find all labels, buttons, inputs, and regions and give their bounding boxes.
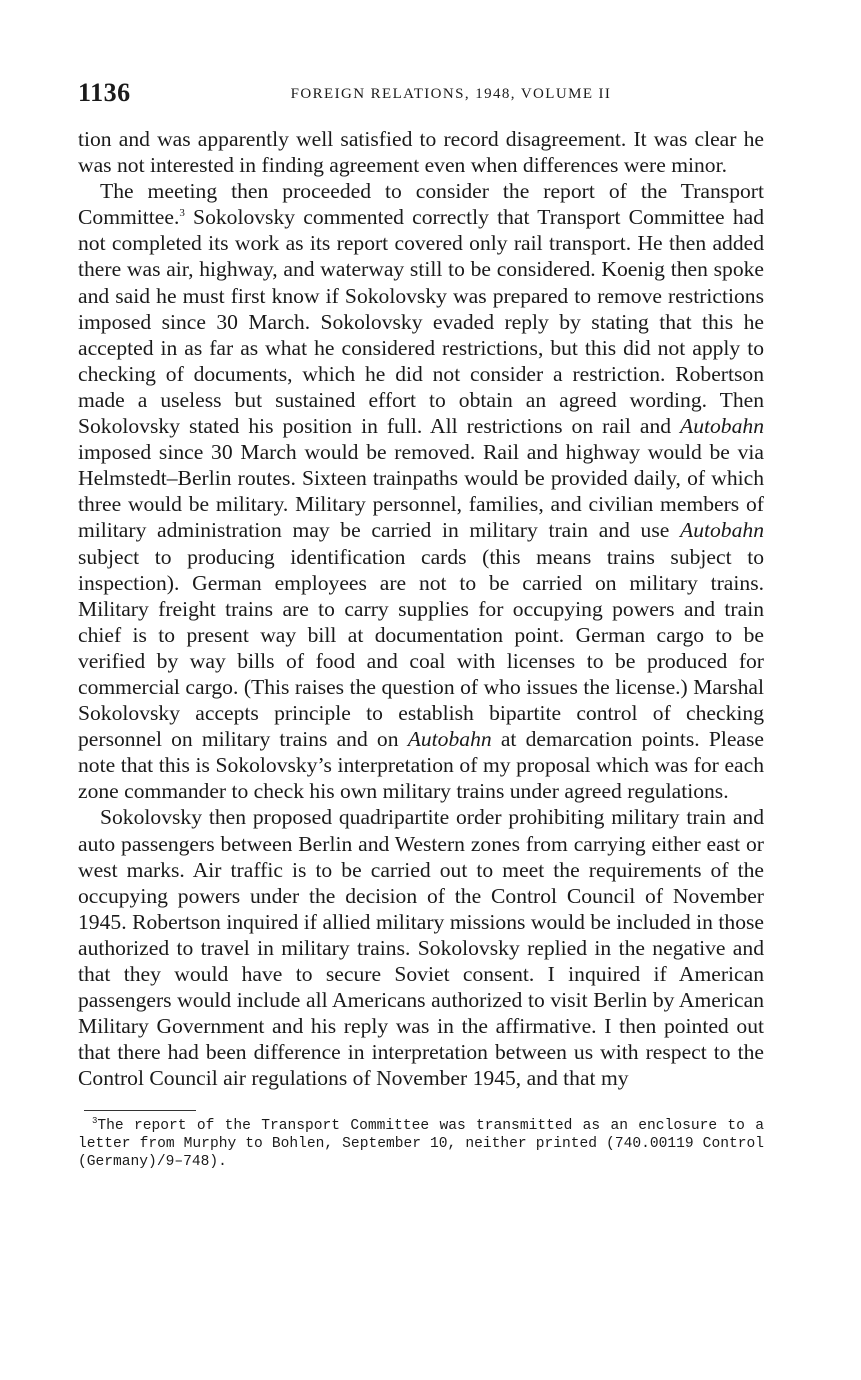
paragraph-2 — [78, 178, 764, 804]
body-text — [78, 126, 764, 1091]
paragraph-1: tion and was apparently well satisfied to record disagreement. It was clear he was not interested in finding agreement even when differences were minor. — [78, 127, 764, 178]
paragraph-3: Sokolovsky then proposed quadripartite order prohibiting military train and auto passengers between Berlin and Western zones from carrying either east or west marks. Air traffic is to be carried out to meet the requirements of the occupying powers under the decision of the Control Council of November 1945. Robertson inquired if allied military missions would be included in those authorized to travel in military trains. Sokolovsky replied in the negative and that they would have to secure Soviet consent. I inquired if American passengers would include all Americans authorized to visit Berlin by American Military Government and his reply was in the affirmative. I then pointed out that there had been difference in interpretation between us with respect to the Control Council air regulations of November 1945, and that my — [78, 805, 764, 1091]
footnote-marker: 3 — [92, 1116, 98, 1127]
paragraph-2-text-c: subject to producing identification cards (this means trains subject to inspection). German employees are not to be carried on military trains. Military freight trains are to carry supplies for occupying powers and train chief is to present way bill at documentation point. German cargo to be verified by way bills of food and coal with licenses to be produced for commercial cargo. (This raises the question of who issues the license.) Marshal Sokolovsky accepts principle to establish bipartite control of checking personnel on military trains and on — [78, 544, 764, 752]
italic-term-autobahn: Autobahn — [680, 414, 764, 439]
page-number: 1136 — [78, 78, 131, 107]
footnote-text: The report of the Transport Committee was transmitted as an enclosure to a letter from Murphy to Bohlen, September 10, neither printed (740.00119 Control (Germany)/9–748). — [78, 1118, 764, 1171]
footnote — [78, 1117, 764, 1171]
footnote-reference: 3 — [179, 207, 185, 220]
paragraph-2-text-d: at demarcation points. Please note that this is Sokolovsky’s interpretation of my proposal which was for each zone commander to check his own military trains under agreed regulations. — [78, 727, 765, 804]
italic-term-autobahn: Autobahn — [680, 518, 764, 543]
italic-term-autobahn: Autobahn — [407, 727, 492, 752]
running-title: FOREIGN RELATIONS, 1948, VOLUME II — [290, 86, 612, 102]
document-page — [78, 78, 764, 1171]
running-head — [78, 78, 764, 112]
paragraph-2-text-a: Sokolovsky commented correctly that Transport Committee had not completed its work as its report covered only rail transport. He then added there was air, highway, and waterway still to be considered. Koenig then spoke and said he must first know if Sokolovsky was prepared to remove restrictions imposed since 30 March. Sokolovsky evaded reply by stating that this he accepted in as far as what he considered restrictions, but this did not apply to checking of documents, which he did not consider a restriction. Robertson made a useless but sustained effort to obtain an agreed wording. Then Sokolovsky stated his position in full. All restrictions on rail and — [78, 205, 764, 439]
paragraph-2-lead: The meeting then proceeded to consider the report of the Transport Committee. — [78, 179, 764, 230]
paragraph-2-text-b: imposed since 30 March would be removed. Rail and highway would be via Helmstedt–Berlin routes. Sixteen trainpaths would be provided daily, of which three would be military. Military personnel, families, and civilian members of military administration may be carried in military train and use — [78, 440, 764, 543]
footnote-divider — [84, 1110, 196, 1111]
